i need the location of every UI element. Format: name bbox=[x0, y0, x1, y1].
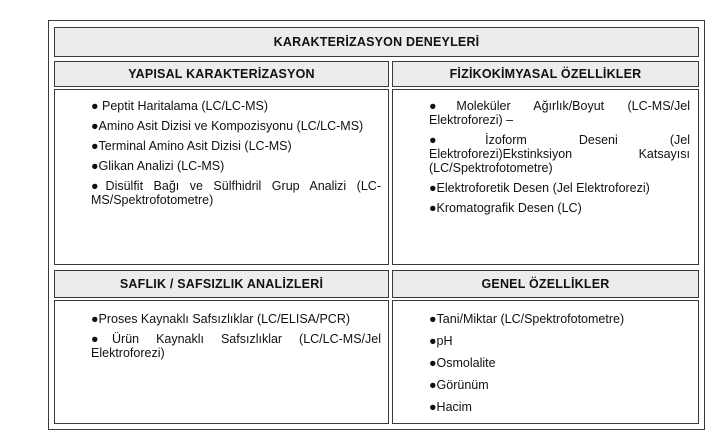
list-item: ●Amino Asit Dizisi ve Kompozisyonu (LC/LC-MS) bbox=[91, 119, 364, 133]
list-item: ●Görünüm bbox=[429, 378, 489, 392]
list-item: ●Moleküler Ağırlık/Boyut (LC-MS/Jel Elektroforezi) – bbox=[429, 99, 690, 127]
list-item: ●Ürün Kaynaklı Safsızlıklar (LC/LC-MS/Jel Elektroforezi) bbox=[91, 332, 381, 360]
section-heading-physicochemical: FİZİKOKİMYASAL ÖZELLİKLER bbox=[392, 61, 699, 87]
list-item: ● Peptit Haritalama (LC/LC-MS) bbox=[91, 99, 269, 113]
section-heading-purity: SAFLIK / SAFSIZLIK ANALİZLERİ bbox=[54, 270, 389, 298]
section-body-physicochemical bbox=[392, 89, 699, 265]
table-title: KARAKTERİZASYON DENEYLERİ bbox=[54, 27, 699, 57]
list-item: ●Tani/Miktar (LC/Spektrofotometre) bbox=[429, 312, 625, 326]
section-heading-general: GENEL ÖZELLİKLER bbox=[392, 270, 699, 298]
list-item: ●İzoform Deseni (Jel Elektroforezi)Ekstinksiyon Katsayısı (LC/Spektrofotometre) bbox=[429, 133, 690, 175]
section-body-purity bbox=[54, 300, 389, 424]
section-body-structural bbox=[54, 89, 389, 265]
list-item: ●Glikan Analizi (LC-MS) bbox=[91, 159, 225, 173]
section-heading-structural: YAPISAL KARAKTERİZASYON bbox=[54, 61, 389, 87]
list-item: ●Hacim bbox=[429, 400, 472, 414]
list-item: ●pH bbox=[429, 334, 453, 348]
list-item: ●Osmolalite bbox=[429, 356, 496, 370]
list-item: ●Disülfit Bağı ve Sülfhidril Grup Analizi (LC-MS/Spektrofotometre) bbox=[91, 179, 381, 207]
list-item: ●Terminal Amino Asit Dizisi (LC-MS) bbox=[91, 139, 292, 153]
list-item: ●Proses Kaynaklı Safsızlıklar (LC/ELISA/PCR) bbox=[91, 312, 351, 326]
section-body-general bbox=[392, 300, 699, 424]
list-item: ●Kromatografik Desen (LC) bbox=[429, 201, 582, 215]
list-item: ●Elektroforetik Desen (Jel Elektroforezi) bbox=[429, 181, 650, 195]
